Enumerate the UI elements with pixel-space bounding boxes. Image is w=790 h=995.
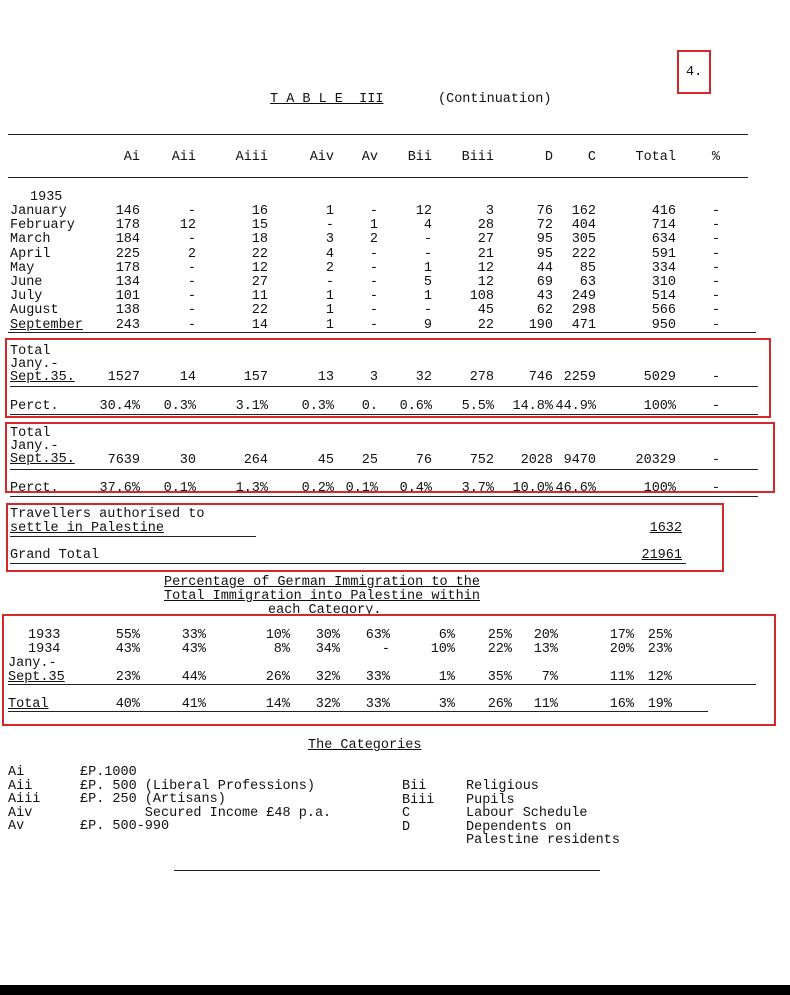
category-desc: £P. 500-990	[80, 819, 170, 834]
month-row-cell: 634	[651, 232, 676, 248]
percentage-row-cell: -	[381, 642, 390, 657]
percentage-row-cell: 30%	[315, 628, 340, 643]
month-row-cell: -	[711, 218, 720, 234]
block2-perc-rule	[10, 496, 758, 497]
block2-perc-cell: 0.2%	[301, 481, 334, 496]
month-row-cell: 4	[325, 246, 334, 262]
month-row-cell: 1	[325, 317, 334, 333]
month-row-cell: 62	[536, 303, 553, 319]
block2-total-cell: 76	[415, 453, 432, 468]
block1-label: Sept.35.	[10, 370, 75, 385]
month-row-cell: -	[187, 303, 196, 319]
block1-total-cell: -	[711, 370, 720, 385]
month-row-cell: 18	[251, 232, 268, 248]
category-code: Aiii	[8, 792, 41, 807]
column-header: Ai	[123, 150, 140, 165]
month-label: January	[10, 204, 67, 219]
block1-rule	[10, 386, 758, 387]
category-desc: Pupils	[466, 792, 515, 808]
percentage-row-cell: 22%	[487, 642, 512, 657]
percentage-title-line: Total Immigration into Palestine within	[164, 589, 480, 604]
month-row-cell: 334	[651, 260, 676, 276]
percentage-row-cell: 13%	[533, 642, 558, 657]
month-row-cell: 22	[251, 246, 268, 262]
percentage-row-label: Sept.35	[8, 670, 65, 685]
month-row-cell: 305	[571, 232, 596, 248]
category-code: Bii	[402, 779, 427, 794]
header-bottom-rule	[8, 177, 748, 178]
block1-perc-cell: 30.4%	[99, 399, 140, 414]
block1-total-cell: 14	[179, 370, 196, 385]
percentage-total-rule	[8, 711, 708, 712]
block2-total-cell: 45	[317, 453, 334, 468]
category-desc: Religious	[466, 779, 539, 794]
month-row-cell: -	[187, 317, 196, 333]
percentage-row-cell: 10%	[265, 628, 290, 643]
month-row-cell: -	[187, 232, 196, 248]
percentage-row-cell: 55%	[115, 628, 140, 643]
block1-label: Total	[10, 344, 51, 359]
month-row-cell: 22	[477, 317, 494, 333]
grand-total-label: Grand Total	[10, 548, 100, 563]
month-row-cell: 14	[251, 317, 268, 333]
category-code: Aiv	[8, 805, 33, 821]
percentage-row-cell: 33%	[181, 628, 206, 643]
percentage-row-cell: 3%	[438, 697, 455, 712]
month-row-cell: -	[187, 260, 196, 276]
column-header: Aii	[171, 150, 196, 165]
percentage-row-cell: 20%	[609, 642, 634, 657]
percentage-row-cell: 41%	[181, 697, 206, 712]
category-code: Ai	[8, 765, 25, 780]
month-row-cell: 138	[115, 303, 140, 319]
travellers-value: 1632	[649, 521, 682, 536]
category-desc: £P. 500 (Liberal Professions)	[80, 778, 315, 794]
month-row-cell: -	[187, 275, 196, 290]
month-label: April	[10, 246, 51, 262]
percentage-row-cell: 8%	[273, 642, 290, 657]
percentage-row-cell: 11%	[533, 697, 558, 712]
block2-label: Sept.35.	[10, 452, 75, 467]
month-label: May	[10, 260, 35, 276]
month-row-cell: -	[711, 275, 720, 290]
percentage-row-cell: 34%	[315, 642, 340, 657]
percentage-row-label: 1934	[28, 642, 61, 657]
month-row-cell: -	[369, 317, 378, 333]
block2-total-cell: 7639	[107, 453, 140, 468]
block1-total-cell: 157	[243, 370, 268, 385]
percentage-row-cell: 12%	[647, 670, 672, 685]
block2-perc-cell: 46.6%	[555, 481, 596, 496]
month-row-cell: 184	[115, 232, 140, 248]
block1-perc-cell: 0.	[361, 399, 378, 414]
block2-perc-cell: 100%	[643, 481, 676, 496]
month-row-cell: 298	[571, 303, 596, 319]
grand-total-rule	[10, 563, 686, 564]
percentage-row-cell: 6%	[438, 628, 455, 643]
percentage-row-label: Total	[8, 697, 49, 712]
month-row-cell: 2	[187, 246, 196, 262]
month-row-cell: -	[187, 204, 196, 219]
category-desc: Secured Income £48 p.a.	[80, 805, 332, 821]
percentage-row-cell: 44%	[181, 670, 206, 685]
month-row-cell: 178	[115, 260, 140, 276]
month-row-cell: 471	[571, 317, 596, 333]
block1-perc-cell: 14.8%	[512, 399, 553, 414]
month-row-cell: -	[369, 260, 378, 276]
month-row-cell: 12	[477, 275, 494, 290]
month-row-cell: -	[369, 246, 378, 262]
block2-total-cell: 20329	[635, 453, 676, 468]
block2-total-cell: 30	[179, 453, 196, 468]
table-title: T A B L E III	[270, 92, 384, 107]
block2-total-cell: 752	[469, 453, 494, 468]
percentage-row-cell: 7%	[541, 670, 558, 685]
block1-perc-cell: 3.1%	[235, 399, 268, 414]
month-row-cell: 85	[579, 260, 596, 276]
month-row-cell: 134	[115, 275, 140, 290]
month-row-cell: 1	[325, 204, 334, 219]
month-row-cell: -	[711, 317, 720, 333]
month-row-cell: 28	[477, 218, 494, 234]
month-row-cell: 101	[115, 289, 140, 305]
percentage-row-cell: 40%	[115, 697, 140, 712]
category-code: C	[402, 806, 411, 821]
month-row-cell: -	[711, 246, 720, 262]
block1-total-cell: 2259	[563, 370, 596, 385]
block1-perc-cell: 0.3%	[163, 399, 196, 414]
month-row-cell: 11	[251, 289, 268, 305]
block1-total-cell: 278	[469, 370, 494, 385]
month-row-cell: 108	[469, 289, 494, 305]
month-row-cell: 514	[651, 289, 676, 305]
month-row-cell: 1	[325, 303, 334, 319]
month-row-cell: -	[711, 204, 720, 219]
category-desc: Labour Schedule	[466, 806, 588, 821]
column-header: Total	[635, 150, 676, 165]
categories-title: The Categories	[308, 738, 422, 753]
column-header: D	[544, 150, 553, 165]
block1-perc-cell: 0.3%	[301, 399, 334, 414]
month-row-cell: 43	[536, 289, 553, 305]
block1-perc-cell: -	[711, 399, 720, 414]
month-row-cell: 222	[571, 246, 596, 262]
month-row-cell: -	[325, 275, 334, 290]
month-row-cell: -	[711, 260, 720, 276]
month-row-cell: 162	[571, 204, 596, 219]
month-row-cell: 16	[251, 204, 268, 219]
month-row-cell: 95	[536, 246, 553, 262]
month-row-cell: 1	[423, 260, 432, 276]
month-row-cell: -	[711, 232, 720, 248]
month-row-cell: 72	[536, 218, 553, 234]
percentage-row-cell: 17%	[609, 628, 634, 643]
block2-perc-cell: 0.1%	[163, 481, 196, 496]
table-title-suffix: (Continuation)	[438, 92, 552, 107]
percentage-row-cell: 43%	[181, 642, 206, 657]
percentage-row-cell: 43%	[115, 642, 140, 657]
month-row-cell: 21	[477, 246, 494, 262]
block2-perc-cell: 1.3%	[235, 481, 268, 496]
month-row-cell: 3	[325, 232, 334, 248]
column-header: Aiii	[235, 150, 268, 165]
travellers-line2: settle in Palestine	[10, 521, 164, 536]
month-row-cell: 146	[115, 204, 140, 219]
block2-label: Total	[10, 426, 51, 441]
month-row-cell: 310	[651, 275, 676, 290]
block2-perc-cell: 37.6%	[99, 481, 140, 496]
column-header: %	[711, 150, 720, 165]
page-number: 4.	[686, 65, 703, 80]
month-row-cell: 76	[536, 204, 553, 219]
percentage-row-cell: 33%	[365, 670, 390, 685]
month-row-cell: -	[369, 289, 378, 305]
block2-total-cell: 2028	[520, 453, 553, 468]
month-row-cell: 249	[571, 289, 596, 305]
month-row-cell: 15	[251, 218, 268, 234]
block2-total-cell: -	[711, 453, 720, 468]
month-row-cell: 95	[536, 232, 553, 248]
month-row-cell: 44	[536, 260, 553, 276]
percentage-row-cell: 33%	[365, 697, 390, 712]
month-row-cell: 566	[651, 303, 676, 319]
month-row-cell: -	[711, 289, 720, 305]
block1-total-cell: 5029	[643, 370, 676, 385]
footer-rule	[174, 870, 600, 871]
month-row-cell: 9	[423, 317, 432, 333]
block1-perc-cell: 100%	[643, 399, 676, 414]
month-label: September	[10, 317, 83, 333]
month-row-cell: -	[423, 246, 432, 262]
percentage-row-cell: 11%	[609, 670, 634, 685]
block2-perc-cell: 10.0%	[512, 481, 553, 496]
block2-total-cell: 264	[243, 453, 268, 468]
category-desc: £P. 250 (Artisans)	[80, 792, 226, 807]
month-row-cell: -	[369, 275, 378, 290]
percentage-row-cell: 26%	[265, 670, 290, 685]
grand-total-value: 21961	[641, 548, 682, 563]
percentage-row-cell: 10%	[430, 642, 455, 657]
block1-total-cell: 3	[369, 370, 378, 385]
block1-perc-cell: 44.9%	[555, 399, 596, 414]
month-row-cell: 225	[115, 246, 140, 262]
percentage-row-cell: 23%	[647, 642, 672, 657]
percentage-row-cell: 14%	[265, 697, 290, 712]
travellers-line1: Travellers authorised to	[10, 507, 205, 522]
travellers-rule	[10, 536, 256, 537]
month-row-cell: -	[187, 289, 196, 305]
month-row-cell: -	[423, 303, 432, 319]
percentage-row-cell: 1%	[438, 670, 455, 685]
column-header: Aiv	[309, 150, 334, 165]
percentage-row-cell: 26%	[487, 697, 512, 712]
block2-perc-label: Perct.	[10, 481, 59, 496]
month-row-cell: -	[369, 204, 378, 219]
column-header: Av	[361, 150, 378, 165]
month-row-cell: 591	[651, 246, 676, 262]
percentage-row-cell: 32%	[315, 670, 340, 685]
category-desc: Dependents on	[466, 819, 572, 835]
month-label: March	[10, 232, 51, 248]
month-label: June	[10, 275, 43, 290]
category-code: D	[402, 819, 411, 835]
percentage-row-cell: 20%	[533, 628, 558, 643]
block1-total-cell: 1527	[107, 370, 140, 385]
month-row-cell: 4	[423, 218, 432, 234]
block1-total-cell: 13	[317, 370, 334, 385]
percentage-row-label: 1933	[28, 628, 61, 643]
percentage-row-cell: 25%	[647, 628, 672, 643]
month-row-cell: 12	[179, 218, 196, 234]
month-row-cell: 63	[579, 275, 596, 290]
percentage-row-cell: 25%	[487, 628, 512, 643]
month-row-cell: 1	[369, 218, 378, 234]
month-row-cell: 22	[251, 303, 268, 319]
percentage-sept-rule	[8, 684, 756, 685]
block1-perc-cell: 0.6%	[399, 399, 432, 414]
month-row-cell: 12	[251, 260, 268, 276]
block1-perc-label: Perct.	[10, 399, 59, 414]
block2-total-cell: 25	[361, 453, 378, 468]
month-row-cell: 12	[415, 204, 432, 219]
category-desc: £P.1000	[80, 765, 137, 780]
percentage-title-line: each Category.	[268, 603, 382, 618]
month-row-cell: 3	[485, 204, 494, 219]
block1-perc-rule	[10, 414, 758, 415]
percentage-row-cell: 32%	[315, 697, 340, 712]
month-row-cell: -	[711, 303, 720, 319]
block2-perc-cell: 0.4%	[399, 481, 432, 496]
category-code: Biii	[402, 792, 435, 808]
percentage-row-label: Jany.-	[8, 656, 57, 671]
month-label: February	[10, 218, 75, 234]
month-row-cell: 178	[115, 218, 140, 234]
month-row-cell: 69	[536, 275, 553, 290]
percentage-row-cell: 35%	[487, 670, 512, 685]
block1-label: Jany.-	[10, 357, 59, 372]
month-row-cell: 190	[528, 317, 553, 333]
percentage-title-line: Percentage of German Immigration to the	[164, 575, 480, 590]
percentage-row-cell: 23%	[115, 670, 140, 685]
block2-perc-cell: 3.7%	[461, 481, 494, 496]
month-row-cell: 5	[423, 275, 432, 290]
header-top-rule	[8, 134, 748, 135]
month-row-cell: -	[369, 303, 378, 319]
month-row-cell: 2	[325, 260, 334, 276]
month-row-cell: 45	[477, 303, 494, 319]
column-header: C	[587, 150, 596, 165]
category-code: Aii	[8, 778, 33, 794]
month-row-cell: 1	[423, 289, 432, 305]
month-row-cell: 27	[251, 275, 268, 290]
month-label: August	[10, 303, 59, 319]
category-desc: Palestine residents	[466, 833, 620, 848]
percentage-row-cell: 16%	[609, 697, 634, 712]
block2-label: Jany.-	[10, 439, 59, 454]
month-label: July	[10, 289, 43, 305]
month-row-cell: 714	[651, 218, 676, 234]
column-header: Biii	[461, 150, 494, 165]
year-label: 1935	[30, 190, 63, 205]
block1-total-cell: 32	[415, 370, 432, 385]
category-code: Av	[8, 819, 25, 834]
month-row-cell: -	[325, 218, 334, 234]
month-row-cell: 12	[477, 260, 494, 276]
month-row-cell: 243	[115, 317, 140, 333]
month-row-cell: 1	[325, 289, 334, 305]
percentage-row-cell: 63%	[365, 628, 390, 643]
percentage-row-cell: 19%	[647, 697, 672, 712]
block2-perc-cell: 0.1%	[345, 481, 378, 496]
month-row-cell: 404	[571, 218, 596, 234]
block1-perc-cell: 5.5%	[461, 399, 494, 414]
block2-rule	[10, 469, 758, 470]
monthly-bottom-rule	[8, 332, 756, 333]
bottom-scan-edge	[0, 985, 790, 995]
block2-total-cell: 9470	[563, 453, 596, 468]
block2-perc-cell: -	[711, 481, 720, 496]
month-row-cell: 416	[651, 204, 676, 219]
month-row-cell: -	[423, 232, 432, 248]
month-row-cell: 27	[477, 232, 494, 248]
month-row-cell: 950	[651, 317, 676, 333]
month-row-cell: 2	[369, 232, 378, 248]
block1-total-cell: 746	[528, 370, 553, 385]
column-header: Bii	[407, 150, 432, 165]
